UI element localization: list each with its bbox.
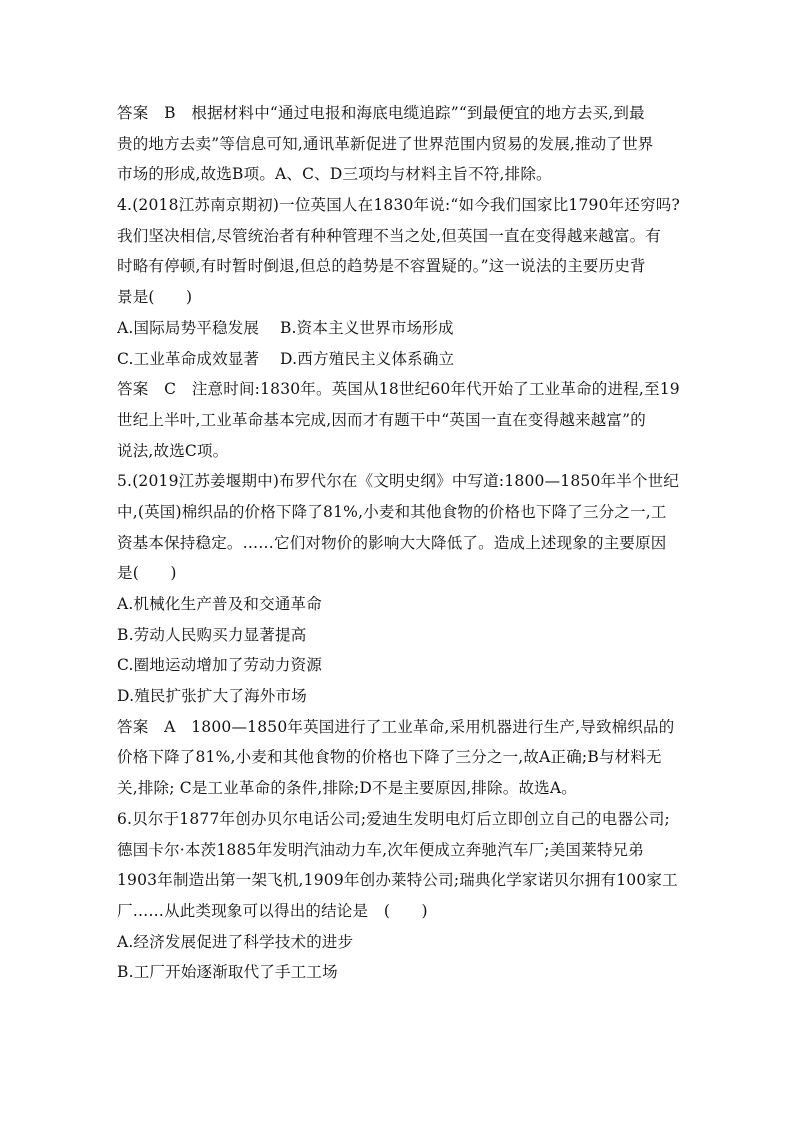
- question-4-options-cd: C.工业革命成效显著 D.西方殖民主义体系确立: [117, 349, 455, 368]
- question-4-options-ab: A.国际局势平稳发展 B.资本主义世界市场形成: [117, 318, 454, 337]
- question-6-line-1: 6.贝尔于1877年创办贝尔电话公司;爱迪生发明电灯后立即创立自己的电器公司;: [117, 809, 670, 828]
- question-4-line-1: 4.(2018江苏南京期初)一位英国人在1830年说:“如今我们国家比1790年还穷吗?: [117, 196, 680, 215]
- question-5-line-3: 资基本保持稳定。……它们对物价的影响大大降低了。造成上述现象的主要原因: [117, 533, 667, 552]
- question-5-option-d: D.殖民扩张扩大了海外市场: [117, 687, 307, 706]
- question-5-line-1: 5.(2019江苏姜堰期中)布罗代尔在《文明史纲》中写道:1800—1850年半个世纪: [117, 472, 680, 491]
- question-5-line-4: 是( ): [117, 564, 177, 583]
- answer-3-line-3: 市场的形成,故选B项。A、C、D三项均与材料主旨不符,排除。: [117, 165, 552, 184]
- answer-4-line-2: 世纪上半叶,工业革命基本完成,因而才有题干中“英国一直在变得越来越富”的: [117, 410, 646, 429]
- question-4-line-4: 景是( ): [117, 288, 193, 307]
- question-6-option-b: B.工厂开始逐渐取代了手工工场: [117, 963, 338, 982]
- question-5-option-b: B.劳动人民购买力显著提高: [117, 625, 307, 644]
- document-body: [117, 98, 687, 988]
- question-6-line-3: 1903年制造出第一架飞机,1909年创办莱特公司;瑞典化学家诺贝尔拥有100家工: [117, 871, 678, 890]
- answer-5-line-3: 关,排除; C是工业革命的条件,排除;D不是主要原因,排除。故选A。: [117, 779, 577, 798]
- answer-4-line-1: 答案 C 注意时间:1830年。英国从18世纪60年代开始了工业革命的进程,至19: [117, 380, 680, 399]
- answer-3-line-1: 答案 B 根据材料中“通过电报和海底电缆追踪”“到最便宜的地方去买,到最: [117, 104, 645, 122]
- question-5-option-c: C.圈地运动增加了劳动力资源: [117, 656, 323, 675]
- answer-5-line-2: 价格下降了81%,小麦和其他食物的价格也下降了三分之一,故A正确;B与材料无: [117, 748, 662, 767]
- answer-5-line-1: 答案 A 1800—1850年英国进行了工业革命,采用机器进行生产,导致棉织品的: [117, 717, 675, 736]
- question-6-line-4: 厂……从此类现象可以得出的结论是 ( ): [117, 901, 428, 920]
- question-6-line-2: 德国卡尔·本茨1885年发明汽油动力车,次年便成立奔驰汽车厂;美国莱特兄弟: [117, 840, 644, 859]
- answer-3-line-2: 贵的地方去卖”等信息可知,通讯革新促进了世界范围内贸易的发展,推动了世界: [117, 134, 654, 153]
- question-6-option-a: A.经济发展促进了科学技术的进步: [117, 932, 354, 951]
- question-4-line-2: 我们坚决相信,尽管统治者有种种管理不当之处,但英国一直在变得越来越富。有: [117, 226, 662, 245]
- question-5-option-a: A.机械化生产普及和交通革命: [117, 595, 322, 613]
- question-5-line-2: 中,(英国)棉织品的价格下降了81%,小麦和其他食物的价格也下降了三分之一,工: [117, 502, 667, 521]
- answer-4-line-3: 说法,故选C项。: [117, 441, 229, 460]
- question-4-line-3: 时略有停顿,有时暂时倒退,但总的趋势是不容置疑的。”这一说法的主要历史背: [117, 257, 646, 276]
